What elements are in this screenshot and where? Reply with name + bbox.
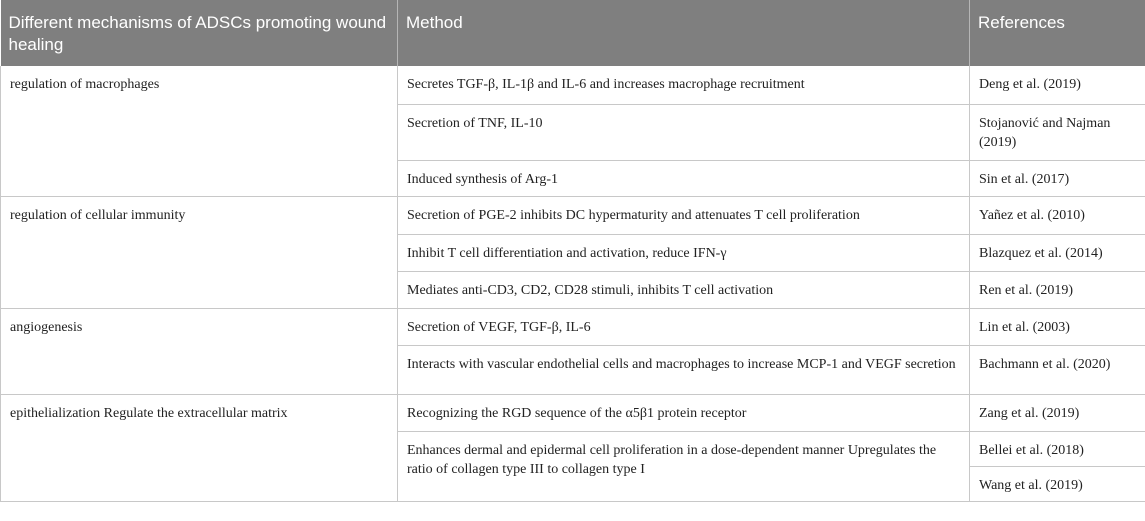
reference-cell: Stojanović and Najman (2019) bbox=[970, 104, 1145, 160]
header-row bbox=[1, 0, 1145, 66]
method-cell: Enhances dermal and epidermal cell proliferation in a dose-dependent manner Upregulates the ratio of collagen type III to collagen type I bbox=[398, 431, 970, 501]
reference-cell: Bachmann et al. (2020) bbox=[970, 345, 1145, 394]
reference-cell: Wang et al. (2019) bbox=[970, 466, 1145, 501]
method-cell: Secretion of VEGF, TGF-β, IL-6 bbox=[398, 308, 970, 345]
mechanism-cell: angiogenesis bbox=[1, 308, 398, 394]
mechanism-cell: regulation of cellular immunity bbox=[1, 196, 398, 308]
header-method: Method bbox=[398, 0, 970, 66]
reference-cell: Zang et al. (2019) bbox=[970, 394, 1145, 431]
table-body bbox=[1, 66, 1145, 501]
method-cell: Recognizing the RGD sequence of the α5β1 protein receptor bbox=[398, 394, 970, 431]
reference-cell: Ren et al. (2019) bbox=[970, 271, 1145, 308]
table-row bbox=[1, 394, 1145, 431]
method-cell: Secretion of TNF, IL-10 bbox=[398, 104, 970, 160]
mechanism-cell: regulation of macrophages bbox=[1, 66, 398, 196]
reference-cell: Bellei et al. (2018) bbox=[970, 431, 1145, 466]
table-row bbox=[1, 196, 1145, 234]
reference-cell: Deng et al. (2019) bbox=[970, 66, 1145, 104]
header-mechanism: Different mechanisms of ADSCs promoting wound healing bbox=[1, 0, 398, 66]
reference-cell: Lin et al. (2003) bbox=[970, 308, 1145, 345]
method-cell: Secretes TGF-β, IL-1β and IL-6 and increases macrophage recruitment bbox=[398, 66, 970, 104]
method-cell: Secretion of PGE-2 inhibits DC hypermaturity and attenuates T cell proliferation bbox=[398, 196, 970, 234]
method-cell: Mediates anti-CD3, CD2, CD28 stimuli, inhibits T cell activation bbox=[398, 271, 970, 308]
table-header bbox=[1, 0, 1145, 66]
table-row bbox=[1, 66, 1145, 104]
table-row bbox=[1, 308, 1145, 345]
method-cell: Inhibit T cell differentiation and activation, reduce IFN-γ bbox=[398, 234, 970, 271]
header-references: References bbox=[970, 0, 1145, 66]
reference-cell: Yañez et al. (2010) bbox=[970, 196, 1145, 234]
method-cell: Interacts with vascular endothelial cells and macrophages to increase MCP-1 and VEGF secretion bbox=[398, 345, 970, 394]
reference-cell: Blazquez et al. (2014) bbox=[970, 234, 1145, 271]
method-cell: Induced synthesis of Arg-1 bbox=[398, 160, 970, 196]
reference-cell: Sin et al. (2017) bbox=[970, 160, 1145, 196]
mechanism-cell: epithelialization Regulate the extracellular matrix bbox=[1, 394, 398, 501]
